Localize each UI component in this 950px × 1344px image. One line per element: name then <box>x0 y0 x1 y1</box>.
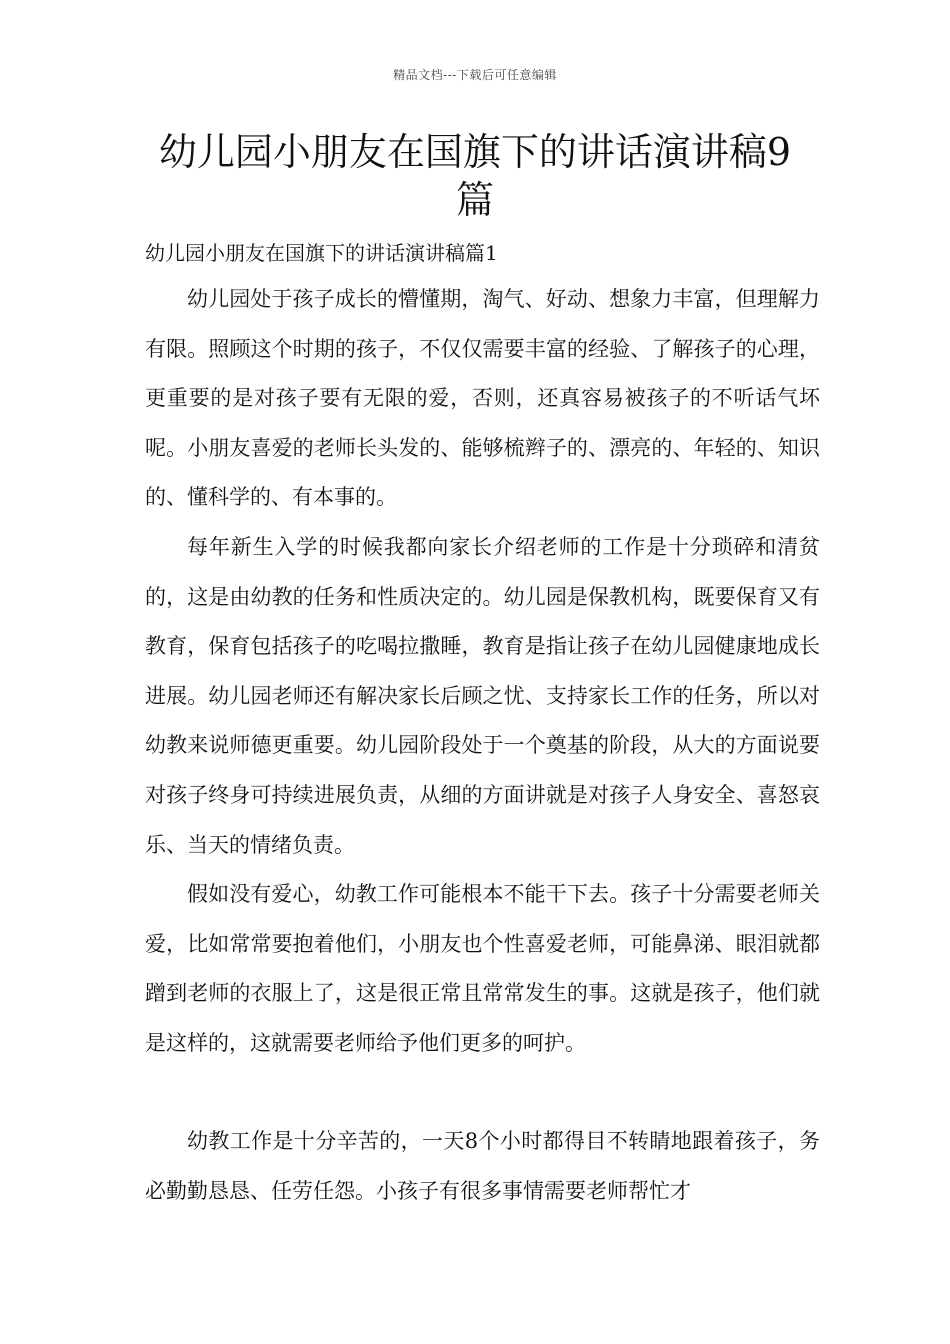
paragraph-4: 幼教工作是十分辛苦的，一天8个小时都得目不转睛地跟着孩子，务必勤勤恳恳、任劳任怨。小孩子有很多事情需要老师帮忙才 <box>145 1129 820 1203</box>
paragraph-2: 每年新生入学的时候我都向家长介绍老师的工作是十分琐碎和清贫的，这是由幼教的任务和性质决定的。幼儿园是保教机构，既要保育又有教育，保育包括孩子的吃喝拉撒睡，教育是指让孩子在幼儿园健康地成长进展。幼儿园老师还有解决家长后顾之忧、支持家长工作的任务，所以对幼教来说师德更重要。幼儿园阶段处于一个奠基的阶段，从大的方面说要对孩子终身可持续进展负责，从细的方面讲就是对孩子人身安全、喜怒哀乐、当天的情绪负责。 <box>145 535 820 857</box>
header-note: 精品文档---下载后可任意编辑 <box>393 68 557 82</box>
section-subtitle: 幼儿园小朋友在国旗下的讲话演讲稿篇1 <box>145 241 498 265</box>
paragraph-1: 幼儿园处于孩子成长的懵懂期，淘气、好动、想象力丰富，但理解力有限。照顾这个时期的孩子，不仅仅需要丰富的经验、了解孩子的心理，更重要的是对孩子要有无限的爱，否则，还真容易被孩子的不听话气坏呢。小朋友喜爱的老师长头发的、能够梳辫子的、漂亮的、年轻的、知识的、懂科学的、有本事的。 <box>145 287 820 510</box>
paragraph-3: 假如没有爱心，幼教工作可能根本不能干下去。孩子十分需要老师关爱，比如常常要抱着他们，小朋友也个性喜爱老师，可能鼻涕、眼泪就都蹭到老师的衣服上了，这是很正常且常常发生的事。这就是孩子，他们就是这样的，这就需要老师给予他们更多的呵护。 <box>145 882 820 1055</box>
document-title: 幼儿园小朋友在国旗下的讲话演讲稿9篇 <box>158 130 792 222</box>
